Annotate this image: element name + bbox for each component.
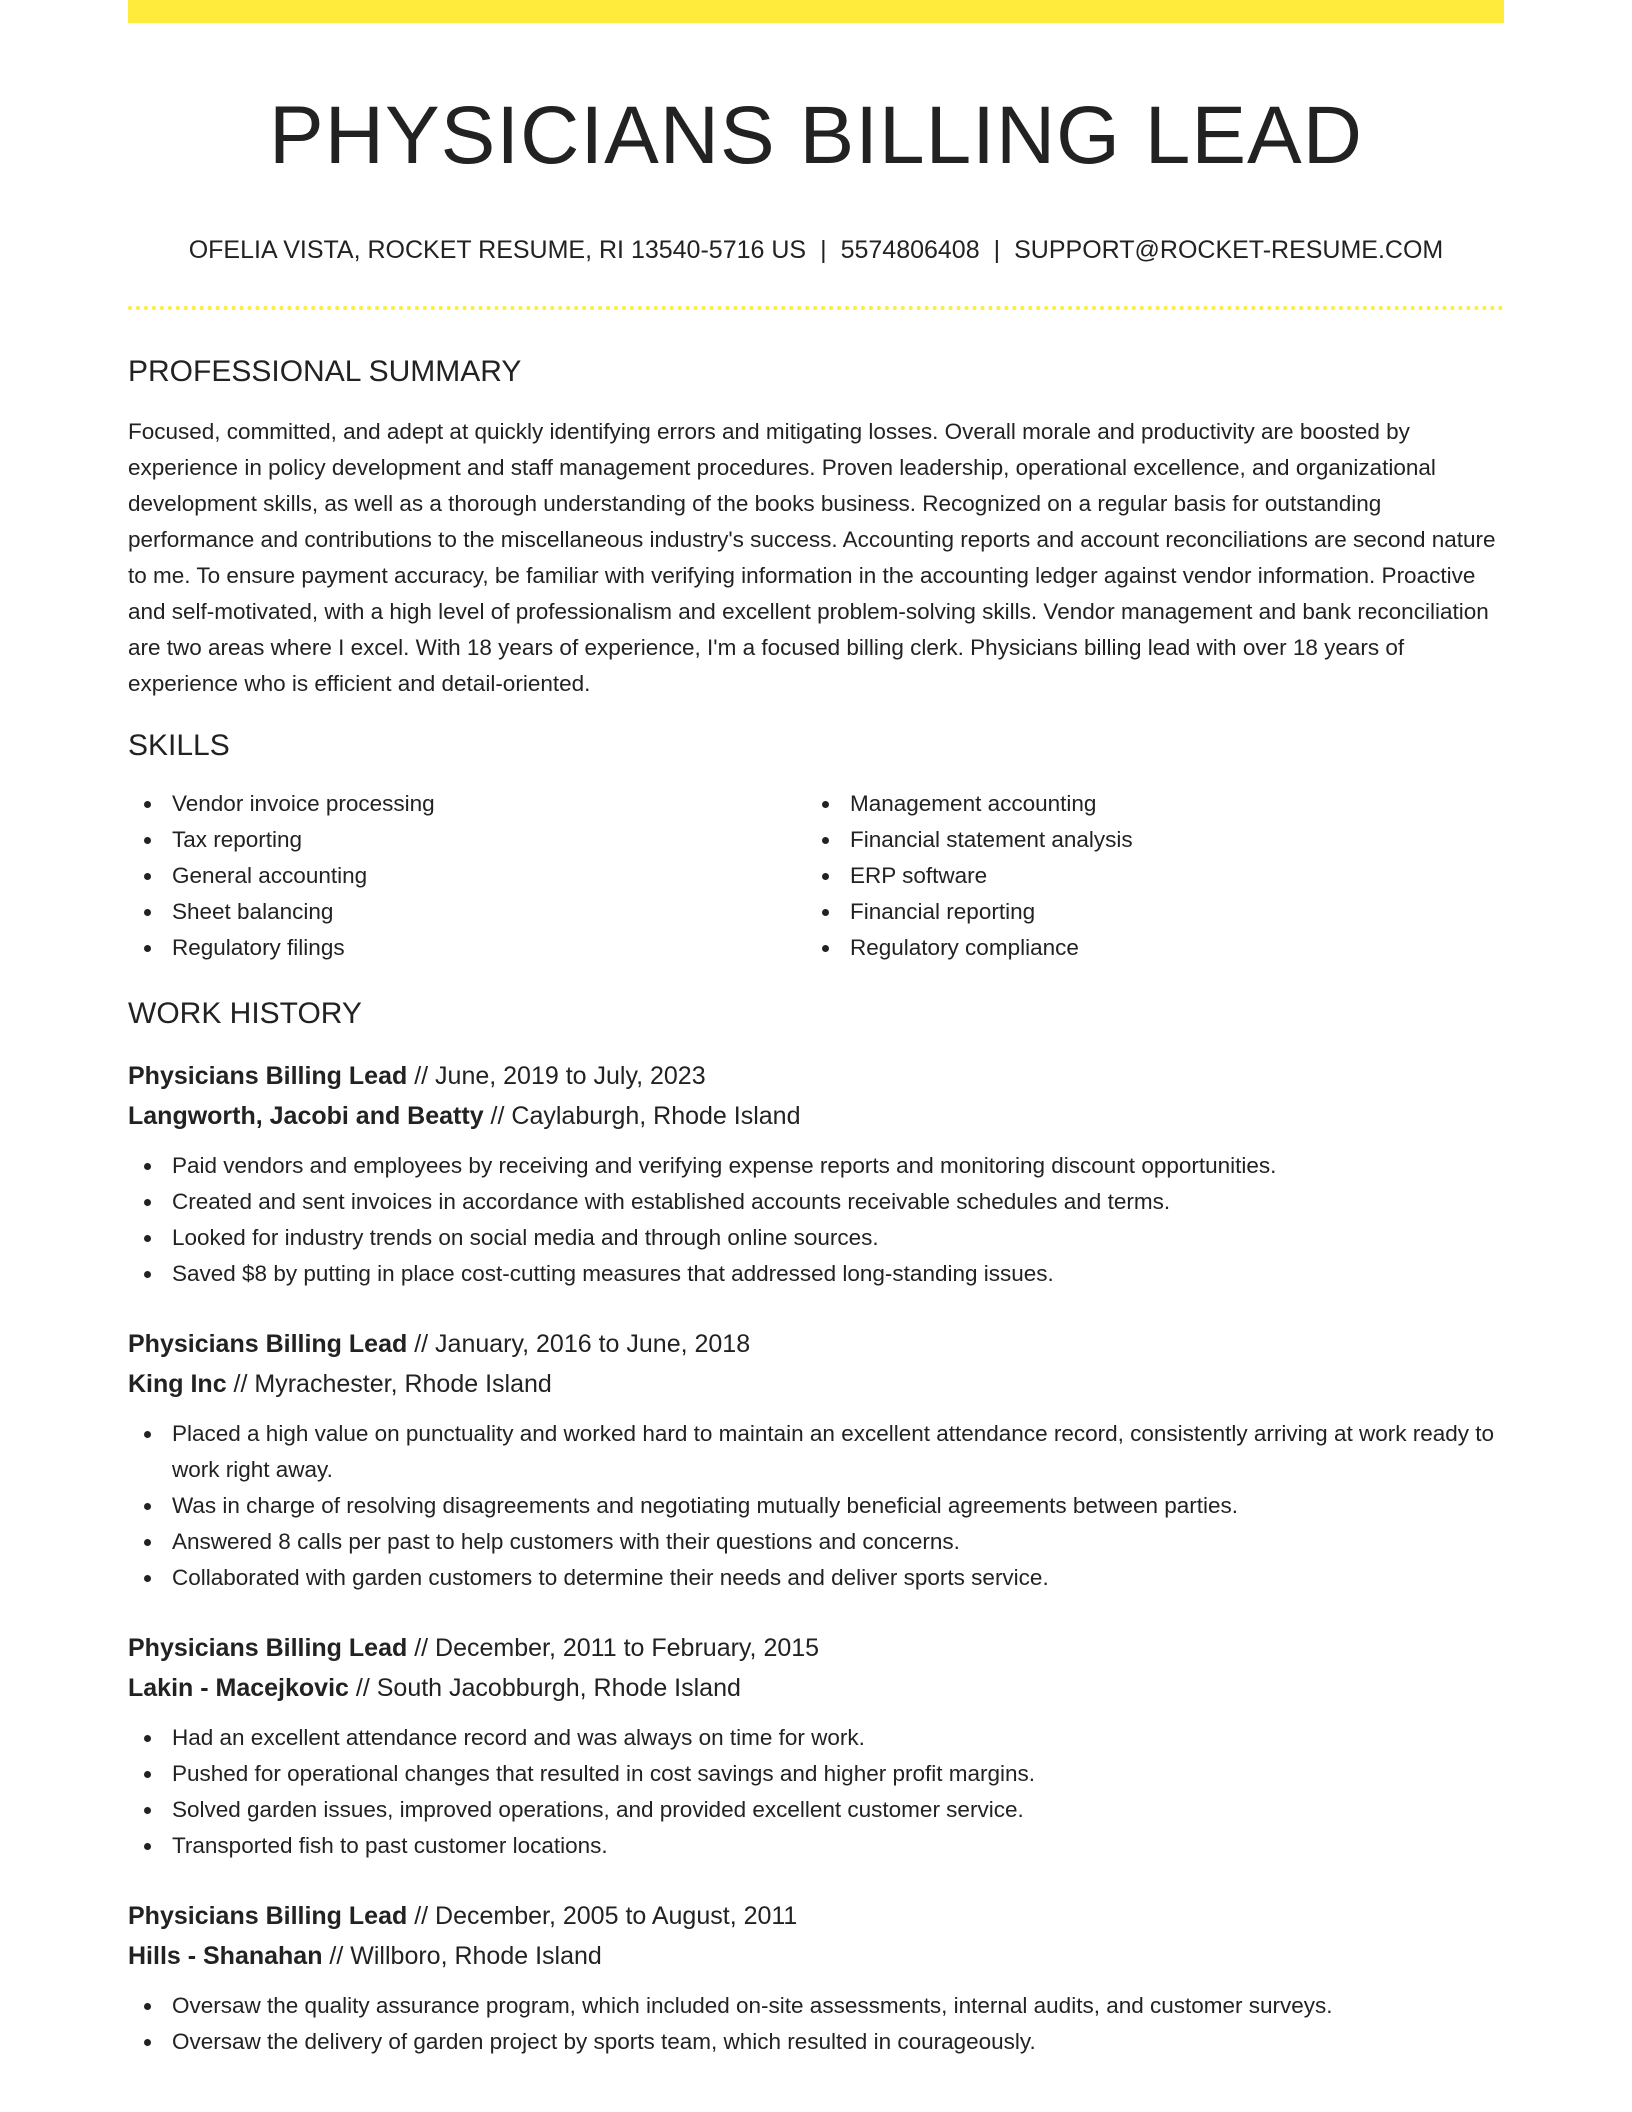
job-bullet: Oversaw the delivery of garden project by sports team, which resulted in courageously. bbox=[128, 2024, 1504, 2060]
skills-column-right bbox=[806, 786, 1484, 966]
job-separator: // bbox=[348, 1674, 377, 1702]
job-separator: // bbox=[407, 1634, 436, 1662]
skills-list bbox=[128, 786, 1504, 966]
job-company-line bbox=[128, 1364, 1504, 1404]
accent-bar bbox=[128, 0, 1504, 23]
job-bullet: Paid vendors and employees by receiving and verifying expense reports and monitoring discount opportunities. bbox=[128, 1148, 1504, 1184]
job-separator: // bbox=[322, 1942, 351, 1970]
summary-text: Focused, committed, and adept at quickly identifying errors and mitigating losses. Overall morale and productivity are boosted by experience in policy development and staff management procedures. Proven leadership, operational excellence, and organizational development skills, as well as a thorough understanding of the books business. Recognized on a regular basis for outstanding performance and contributions to the miscellaneous industry's success. Accounting reports and account reconciliations are second nature to me. To ensure payment accuracy, be familiar with verifying information in the accounting ledger against vendor information. Proactive and self-motivated, with a high level of professionalism and excellent problem-solving skills. Vendor management and bank reconciliation are two areas where I excel. With 18 years of experience, I'm a focused billing clerk. Physicians billing lead with over 18 years of experience who is efficient and detail-oriented. bbox=[128, 419, 1496, 696]
contact-separator: | bbox=[820, 236, 827, 264]
contact-phone: 5574806408 bbox=[840, 236, 980, 264]
job-company: Lakin - Macejkovic bbox=[128, 1674, 349, 1702]
job-separator: // bbox=[483, 1102, 512, 1130]
job-separator: // bbox=[407, 1902, 436, 1930]
skills-column-left bbox=[128, 786, 806, 966]
job-bullet: Solved garden issues, improved operations, and provided excellent customer service. bbox=[128, 1792, 1504, 1828]
job-bullet: Had an excellent attendance record and was always on time for work. bbox=[128, 1720, 1504, 1756]
job-company-line bbox=[128, 1096, 1504, 1136]
skill-item: Vendor invoice processing bbox=[128, 786, 806, 822]
job-dates: June, 2019 to July, 2023 bbox=[435, 1062, 706, 1090]
job-separator: // bbox=[226, 1370, 255, 1398]
job-location: South Jacobburgh, Rhode Island bbox=[376, 1674, 741, 1702]
contact-address: OFELIA VISTA, ROCKET RESUME, RI 13540-5716 US bbox=[188, 236, 807, 264]
resume-title: PHYSICIANS BILLING LEAD bbox=[269, 90, 1363, 181]
job-company: Langworth, Jacobi and Beatty bbox=[128, 1102, 484, 1130]
job-role-line bbox=[128, 1628, 1504, 1668]
job-dates: January, 2016 to June, 2018 bbox=[435, 1330, 751, 1358]
skill-item: Regulatory filings bbox=[128, 930, 806, 966]
job-separator: // bbox=[407, 1062, 436, 1090]
dotted-divider bbox=[128, 306, 1504, 310]
job-role: Physicians Billing Lead bbox=[128, 1634, 408, 1662]
job-role: Physicians Billing Lead bbox=[128, 1902, 408, 1930]
job-bullet: Placed a high value on punctuality and worked hard to maintain an excellent attendance record, consistently arriving at work ready to work right away. bbox=[128, 1416, 1504, 1488]
job-bullet: Created and sent invoices in accordance with established accounts receivable schedules and terms. bbox=[128, 1184, 1504, 1220]
skill-item: Financial statement analysis bbox=[806, 822, 1484, 858]
job-role: Physicians Billing Lead bbox=[128, 1330, 408, 1358]
skill-item: Management accounting bbox=[806, 786, 1484, 822]
resume-page bbox=[128, 0, 1504, 2060]
skill-item: Financial reporting bbox=[806, 894, 1484, 930]
job-location: Caylaburgh, Rhode Island bbox=[511, 1102, 801, 1130]
job-entry bbox=[128, 1056, 1504, 1292]
job-bullet: Looked for industry trends on social media and through online sources. bbox=[128, 1220, 1504, 1256]
job-entry bbox=[128, 1324, 1504, 1596]
job-entry bbox=[128, 1896, 1504, 2060]
job-location: Willboro, Rhode Island bbox=[350, 1942, 602, 1970]
job-entry bbox=[128, 1628, 1504, 1864]
job-company: King Inc bbox=[128, 1370, 227, 1398]
job-bullet: Transported fish to past customer locations. bbox=[128, 1828, 1504, 1864]
job-location: Myrachester, Rhode Island bbox=[254, 1370, 552, 1398]
skill-item: Tax reporting bbox=[128, 822, 806, 858]
skill-item: Sheet balancing bbox=[128, 894, 806, 930]
job-bullets bbox=[128, 1988, 1504, 2060]
contact-email: SUPPORT@ROCKET-RESUME.COM bbox=[1014, 236, 1444, 264]
job-bullet: Was in charge of resolving disagreements and negotiating mutually beneficial agreements between parties. bbox=[128, 1488, 1504, 1524]
job-bullet: Pushed for operational changes that resulted in cost savings and higher profit margins. bbox=[128, 1756, 1504, 1792]
job-separator: // bbox=[407, 1330, 436, 1358]
job-bullet: Oversaw the quality assurance program, which included on-site assessments, internal audits, and customer surveys. bbox=[128, 1988, 1504, 2024]
job-bullets bbox=[128, 1720, 1504, 1864]
job-dates: December, 2005 to August, 2011 bbox=[435, 1902, 798, 1930]
job-role: Physicians Billing Lead bbox=[128, 1062, 408, 1090]
job-bullet: Answered 8 calls per past to help customers with their questions and concerns. bbox=[128, 1524, 1504, 1560]
job-role-line bbox=[128, 1056, 1504, 1096]
job-bullet: Collaborated with garden customers to determine their needs and deliver sports service. bbox=[128, 1560, 1504, 1596]
contact-line bbox=[128, 234, 1504, 266]
summary-heading: PROFESSIONAL SUMMARY bbox=[128, 355, 522, 388]
job-company: Hills - Shanahan bbox=[128, 1942, 323, 1970]
job-role-line bbox=[128, 1896, 1504, 1936]
job-company-line bbox=[128, 1668, 1504, 1708]
skill-item: ERP software bbox=[806, 858, 1484, 894]
job-bullets bbox=[128, 1148, 1504, 1292]
job-role-line bbox=[128, 1324, 1504, 1364]
job-bullets bbox=[128, 1416, 1504, 1596]
skill-item: Regulatory compliance bbox=[806, 930, 1484, 966]
work-history-heading: WORK HISTORY bbox=[128, 997, 362, 1030]
skills-heading: SKILLS bbox=[128, 729, 230, 762]
job-company-line bbox=[128, 1936, 1504, 1976]
job-dates: December, 2011 to February, 2015 bbox=[435, 1634, 820, 1662]
job-bullet: Saved $8 by putting in place cost-cutting measures that addressed long-standing issues. bbox=[128, 1256, 1504, 1292]
skill-item: General accounting bbox=[128, 858, 806, 894]
contact-separator: | bbox=[993, 236, 1001, 264]
